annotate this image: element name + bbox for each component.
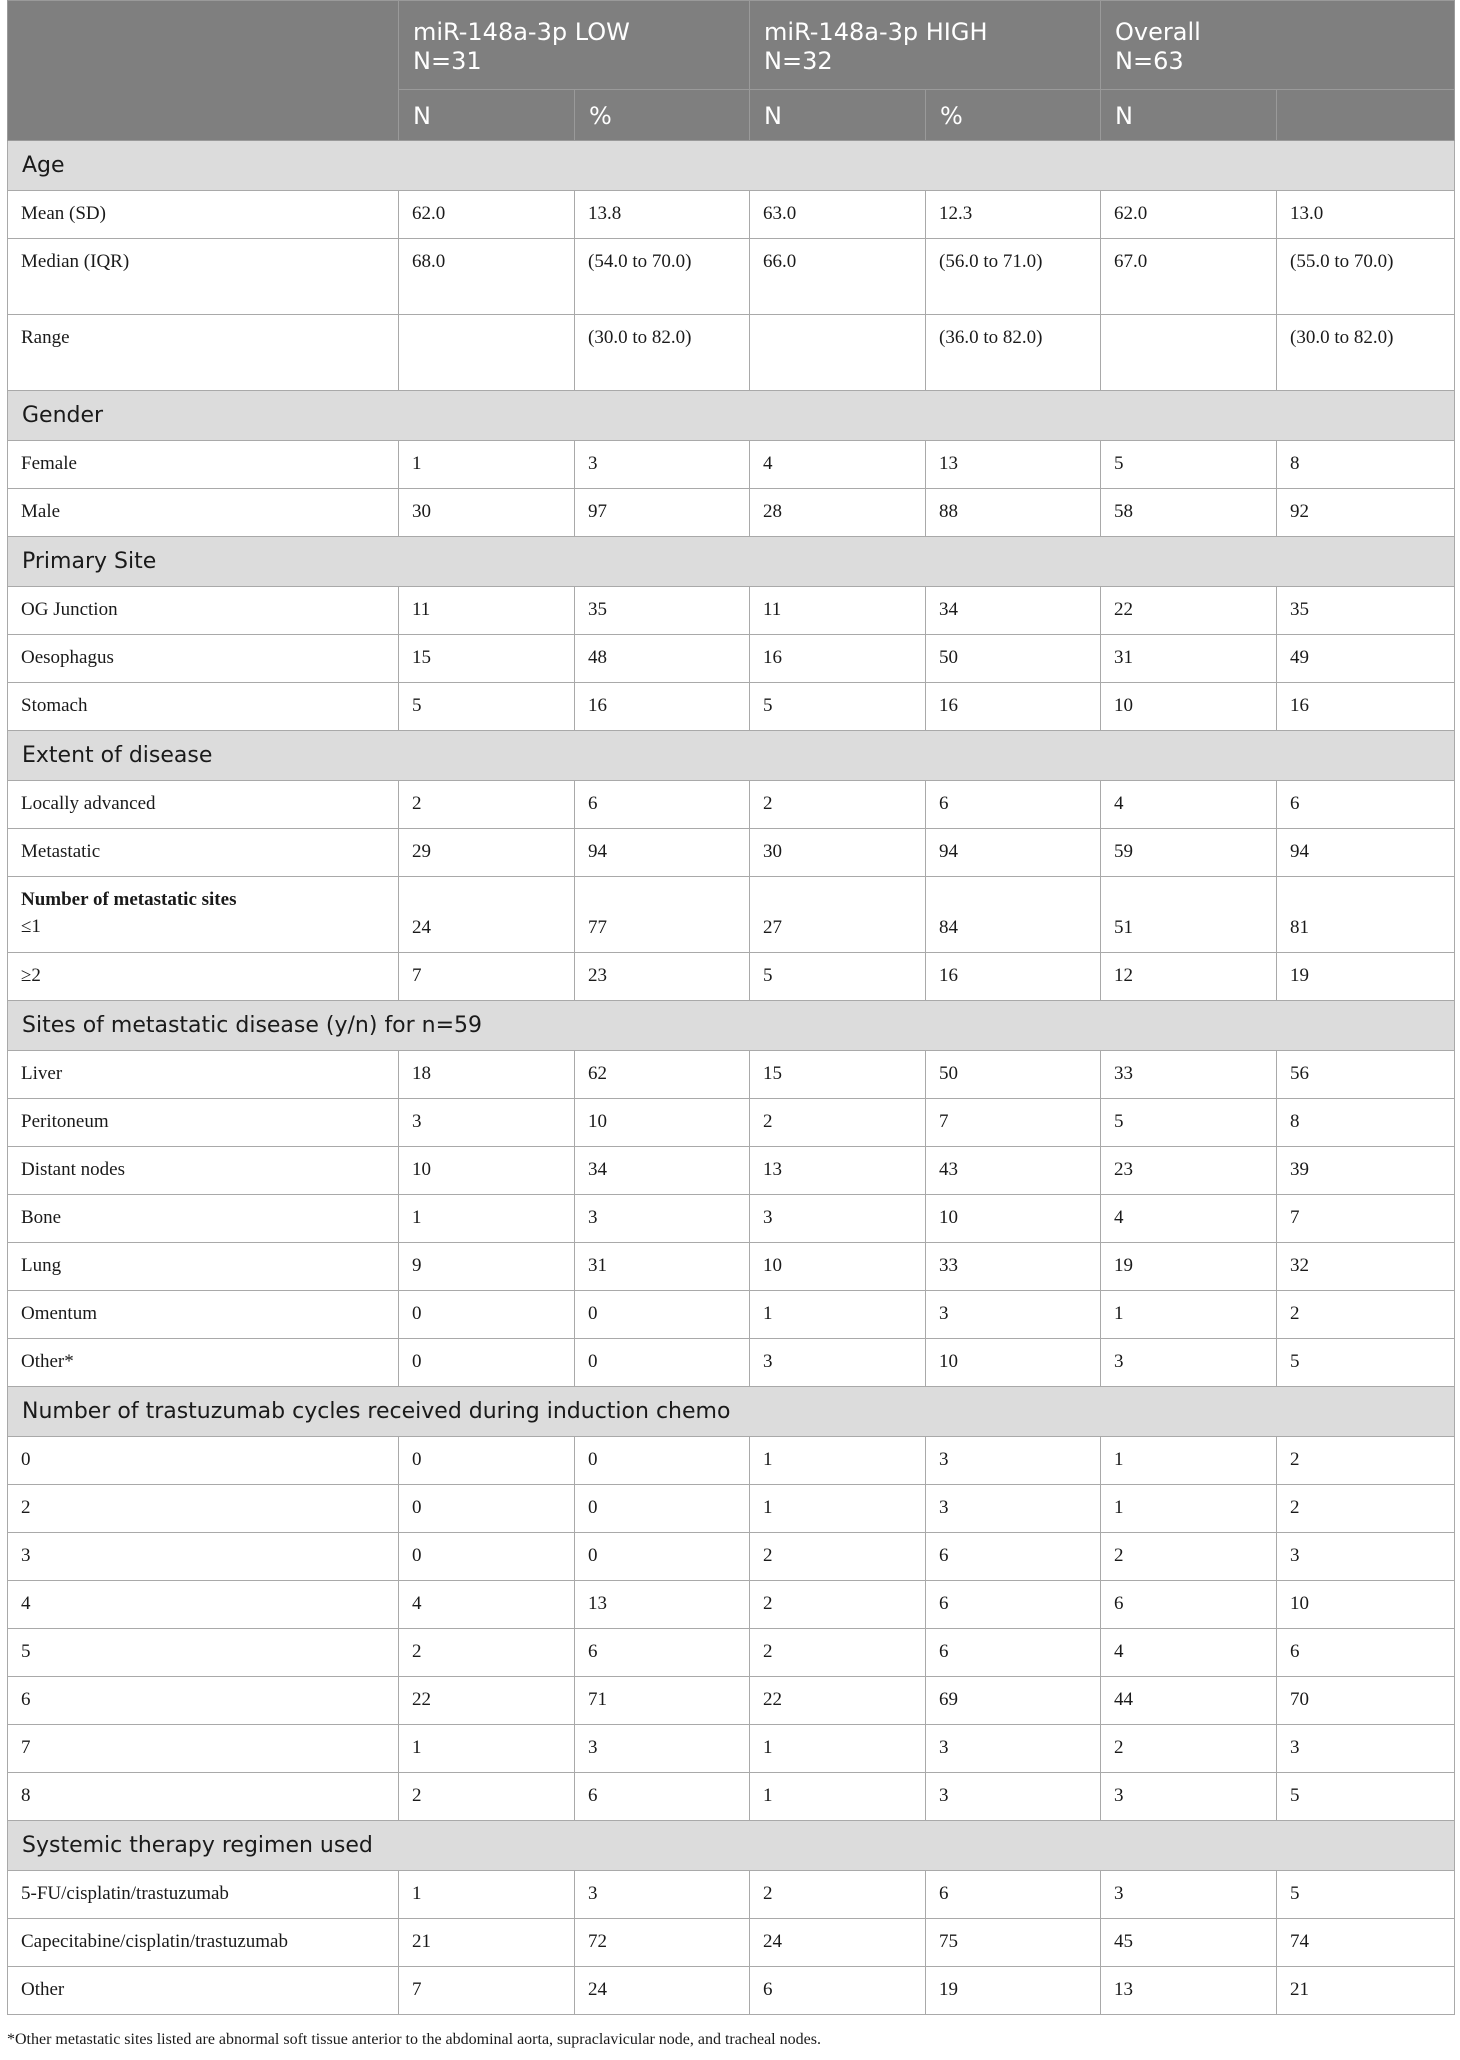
table-row bbox=[8, 953, 1455, 1001]
table-cell: 13 bbox=[750, 1147, 926, 1195]
table-cell: 3 bbox=[399, 1099, 575, 1147]
table-cell: 30 bbox=[399, 489, 575, 537]
table-cell: 21 bbox=[399, 1919, 575, 1967]
table-cell: 35 bbox=[1277, 587, 1455, 635]
table-cell: 2 bbox=[750, 1533, 926, 1581]
section-row bbox=[8, 391, 1455, 441]
table-cell: 13 bbox=[1101, 1967, 1277, 2015]
table-cell: 21 bbox=[1277, 1967, 1455, 2015]
table-cell: 1 bbox=[750, 1437, 926, 1485]
table-cell: 59 bbox=[1101, 829, 1277, 877]
table-cell: 50 bbox=[926, 635, 1101, 683]
table-cell: 3 bbox=[575, 1195, 750, 1243]
table-cell: 1 bbox=[399, 441, 575, 489]
table-cell: 6 bbox=[575, 1629, 750, 1677]
table-cell: 1 bbox=[750, 1291, 926, 1339]
table-cell: 0 bbox=[399, 1291, 575, 1339]
table-cell: 0 bbox=[575, 1437, 750, 1485]
row-label: Other bbox=[8, 1967, 399, 2015]
table-cell: (56.0 to 71.0) bbox=[926, 239, 1101, 315]
table-cell: 3 bbox=[575, 1725, 750, 1773]
group-name: Overall bbox=[1115, 18, 1201, 46]
table-cell: 19 bbox=[1277, 953, 1455, 1001]
row-label: 2 bbox=[8, 1485, 399, 1533]
table-cell: 3 bbox=[750, 1339, 926, 1387]
section-row bbox=[8, 1001, 1455, 1051]
header-group-low bbox=[399, 1, 750, 90]
table-row bbox=[8, 489, 1455, 537]
table-cell: 6 bbox=[1277, 781, 1455, 829]
row-label: Lung bbox=[8, 1243, 399, 1291]
table-cell: 92 bbox=[1277, 489, 1455, 537]
table-row bbox=[8, 1485, 1455, 1533]
table-cell: 5 bbox=[1277, 1871, 1455, 1919]
table-cell: 3 bbox=[926, 1725, 1101, 1773]
table-cell bbox=[1101, 315, 1277, 391]
table-cell: (54.0 to 70.0) bbox=[575, 239, 750, 315]
table-cell: 10 bbox=[750, 1243, 926, 1291]
table-header bbox=[8, 1, 1455, 141]
row-label-text: ≤1 bbox=[21, 916, 41, 937]
section-row bbox=[8, 141, 1455, 191]
table-cell: 2 bbox=[750, 1871, 926, 1919]
group-n: N=63 bbox=[1115, 47, 1184, 75]
table-cell: 3 bbox=[1277, 1533, 1455, 1581]
table-cell: 3 bbox=[926, 1437, 1101, 1485]
table-cell: 7 bbox=[399, 1967, 575, 2015]
table-cell: 2 bbox=[750, 1629, 926, 1677]
table-cell: 0 bbox=[399, 1485, 575, 1533]
table-row bbox=[8, 1581, 1455, 1629]
table-cell: 11 bbox=[750, 587, 926, 635]
table-row bbox=[8, 635, 1455, 683]
table-cell: 23 bbox=[1101, 1147, 1277, 1195]
table-cell: 5 bbox=[1277, 1773, 1455, 1821]
table-cell: 6 bbox=[926, 1581, 1101, 1629]
table-cell: 28 bbox=[750, 489, 926, 537]
table-cell: 16 bbox=[926, 953, 1101, 1001]
table-cell: 67.0 bbox=[1101, 239, 1277, 315]
table-cell: 1 bbox=[399, 1725, 575, 1773]
table-cell: 68.0 bbox=[399, 239, 575, 315]
row-label: Female bbox=[8, 441, 399, 489]
table-row bbox=[8, 1051, 1455, 1099]
subcol-header: % bbox=[926, 90, 1101, 141]
table-cell: 43 bbox=[926, 1147, 1101, 1195]
row-label: Locally advanced bbox=[8, 781, 399, 829]
table-cell: (30.0 to 82.0) bbox=[1277, 315, 1455, 391]
table-row bbox=[8, 1437, 1455, 1485]
table-cell: 2 bbox=[750, 781, 926, 829]
table-cell: 10 bbox=[575, 1099, 750, 1147]
row-label: 8 bbox=[8, 1773, 399, 1821]
table-cell: 0 bbox=[399, 1339, 575, 1387]
table-row bbox=[8, 1773, 1455, 1821]
subcol-header: N bbox=[750, 90, 926, 141]
table-cell: 94 bbox=[1277, 829, 1455, 877]
section-title: Systemic therapy regimen used bbox=[8, 1821, 1455, 1871]
table-cell: 13 bbox=[575, 1581, 750, 1629]
row-label: Oesophagus bbox=[8, 635, 399, 683]
table-cell: 4 bbox=[1101, 1195, 1277, 1243]
table-cell: 0 bbox=[575, 1339, 750, 1387]
table-cell: 34 bbox=[926, 587, 1101, 635]
table-cell: 15 bbox=[750, 1051, 926, 1099]
table-cell: 24 bbox=[575, 1967, 750, 2015]
table-cell: 22 bbox=[1101, 587, 1277, 635]
table-cell: 4 bbox=[399, 1581, 575, 1629]
table-cell: 1 bbox=[1101, 1437, 1277, 1485]
table-cell: 58 bbox=[1101, 489, 1277, 537]
table-cell: 71 bbox=[575, 1677, 750, 1725]
table-cell: 24 bbox=[399, 877, 575, 953]
table-cell: 34 bbox=[575, 1147, 750, 1195]
row-label: 4 bbox=[8, 1581, 399, 1629]
table-cell: 33 bbox=[1101, 1051, 1277, 1099]
table-cell: 8 bbox=[1277, 441, 1455, 489]
table-cell: (55.0 to 70.0) bbox=[1277, 239, 1455, 315]
row-label: 7 bbox=[8, 1725, 399, 1773]
table-cell: 74 bbox=[1277, 1919, 1455, 1967]
table-row bbox=[8, 1725, 1455, 1773]
table-cell: 12 bbox=[1101, 953, 1277, 1001]
table-cell: 2 bbox=[750, 1099, 926, 1147]
section-row bbox=[8, 1821, 1455, 1871]
table-row bbox=[8, 1967, 1455, 2015]
table-row bbox=[8, 683, 1455, 731]
table-cell: 5 bbox=[750, 953, 926, 1001]
table-cell: 48 bbox=[575, 635, 750, 683]
table-cell: 1 bbox=[1101, 1291, 1277, 1339]
subheading-label: Number of metastatic sites bbox=[21, 889, 237, 910]
table-cell: 32 bbox=[1277, 1243, 1455, 1291]
table-cell: 1 bbox=[750, 1485, 926, 1533]
table-cell: 0 bbox=[575, 1291, 750, 1339]
table-cell: 6 bbox=[926, 1629, 1101, 1677]
row-label: 5-FU/cisplatin/trastuzumab bbox=[8, 1871, 399, 1919]
table-row bbox=[8, 1339, 1455, 1387]
row-label: Stomach bbox=[8, 683, 399, 731]
table-cell: 3 bbox=[926, 1485, 1101, 1533]
table-row bbox=[8, 1099, 1455, 1147]
table-cell: 6 bbox=[926, 1871, 1101, 1919]
table-cell: 16 bbox=[1277, 683, 1455, 731]
table-cell: 94 bbox=[926, 829, 1101, 877]
row-label: Peritoneum bbox=[8, 1099, 399, 1147]
row-label: 0 bbox=[8, 1437, 399, 1485]
table-cell: 3 bbox=[1277, 1725, 1455, 1773]
table-cell: 2 bbox=[1277, 1485, 1455, 1533]
table-cell bbox=[750, 315, 926, 391]
table-cell: (30.0 to 82.0) bbox=[575, 315, 750, 391]
table-cell: 5 bbox=[1101, 441, 1277, 489]
table-cell: 45 bbox=[1101, 1919, 1277, 1967]
table-row bbox=[8, 1919, 1455, 1967]
table-cell: 33 bbox=[926, 1243, 1101, 1291]
group-name: miR-148a-3p LOW bbox=[413, 18, 630, 46]
table-cell: 22 bbox=[750, 1677, 926, 1725]
table-cell: 16 bbox=[750, 635, 926, 683]
table-cell: 11 bbox=[399, 587, 575, 635]
row-label: ≥2 bbox=[8, 953, 399, 1001]
row-label: 3 bbox=[8, 1533, 399, 1581]
group-n: N=31 bbox=[413, 47, 482, 75]
table-cell: 88 bbox=[926, 489, 1101, 537]
table-cell: 12.3 bbox=[926, 191, 1101, 239]
table-row bbox=[8, 781, 1455, 829]
table-cell: 62.0 bbox=[1101, 191, 1277, 239]
table-cell: 27 bbox=[750, 877, 926, 953]
table-row bbox=[8, 315, 1455, 391]
table-cell: 24 bbox=[750, 1919, 926, 1967]
table-cell: 29 bbox=[399, 829, 575, 877]
table-cell: 6 bbox=[926, 781, 1101, 829]
table-row bbox=[8, 1147, 1455, 1195]
table-cell: 30 bbox=[750, 829, 926, 877]
row-label: Mean (SD) bbox=[8, 191, 399, 239]
table-cell: 18 bbox=[399, 1051, 575, 1099]
table-cell: 10 bbox=[1277, 1581, 1455, 1629]
table-row bbox=[8, 1243, 1455, 1291]
table-cell: 2 bbox=[399, 1629, 575, 1677]
table-cell: 35 bbox=[575, 587, 750, 635]
section-row bbox=[8, 1387, 1455, 1437]
header-group-overall bbox=[1101, 1, 1455, 90]
table-row bbox=[8, 1677, 1455, 1725]
table-cell: 23 bbox=[575, 953, 750, 1001]
table-cell: 13 bbox=[926, 441, 1101, 489]
table-row bbox=[8, 191, 1455, 239]
table-cell: 0 bbox=[575, 1533, 750, 1581]
table-cell: 16 bbox=[926, 683, 1101, 731]
table-cell: 62.0 bbox=[399, 191, 575, 239]
table-cell: 0 bbox=[575, 1485, 750, 1533]
section-row bbox=[8, 537, 1455, 587]
table-cell: 7 bbox=[1277, 1195, 1455, 1243]
table-cell: 13.0 bbox=[1277, 191, 1455, 239]
section-title: Extent of disease bbox=[8, 731, 1455, 781]
table-cell: 16 bbox=[575, 683, 750, 731]
data-table bbox=[7, 0, 1455, 2015]
table-cell: 7 bbox=[399, 953, 575, 1001]
row-label: Male bbox=[8, 489, 399, 537]
table-cell: 4 bbox=[1101, 781, 1277, 829]
table-cell: 3 bbox=[1101, 1773, 1277, 1821]
table-cell: 2 bbox=[399, 781, 575, 829]
table-cell: 0 bbox=[399, 1437, 575, 1485]
header-group-high bbox=[750, 1, 1101, 90]
row-label bbox=[8, 877, 399, 953]
row-label: Median (IQR) bbox=[8, 239, 399, 315]
table-cell: 44 bbox=[1101, 1677, 1277, 1725]
table-cell: 5 bbox=[750, 683, 926, 731]
row-label: 6 bbox=[8, 1677, 399, 1725]
table-cell: 22 bbox=[399, 1677, 575, 1725]
table-cell: 2 bbox=[750, 1581, 926, 1629]
table-cell: 8 bbox=[1277, 1099, 1455, 1147]
row-label: Omentum bbox=[8, 1291, 399, 1339]
row-label: Bone bbox=[8, 1195, 399, 1243]
table-cell: 1 bbox=[399, 1195, 575, 1243]
table-row bbox=[8, 1291, 1455, 1339]
table-cell: 2 bbox=[1277, 1291, 1455, 1339]
table-cell: 10 bbox=[1101, 683, 1277, 731]
table-cell: 3 bbox=[1101, 1339, 1277, 1387]
row-label: Capecitabine/cisplatin/trastuzumab bbox=[8, 1919, 399, 1967]
table-cell: 3 bbox=[575, 1871, 750, 1919]
table-cell: 2 bbox=[1101, 1533, 1277, 1581]
table-cell: 3 bbox=[750, 1195, 926, 1243]
table-row bbox=[8, 877, 1455, 953]
table-cell: 39 bbox=[1277, 1147, 1455, 1195]
subcol-header bbox=[1277, 90, 1455, 141]
table-row bbox=[8, 1533, 1455, 1581]
table-cell: 31 bbox=[1101, 635, 1277, 683]
table-cell bbox=[399, 315, 575, 391]
table-container bbox=[7, 0, 1454, 2015]
table-cell: 9 bbox=[399, 1243, 575, 1291]
table-row bbox=[8, 1629, 1455, 1677]
table-cell: 75 bbox=[926, 1919, 1101, 1967]
table-cell: 6 bbox=[575, 1773, 750, 1821]
table-cell: 10 bbox=[926, 1339, 1101, 1387]
table-cell: 6 bbox=[926, 1533, 1101, 1581]
table-cell: (36.0 to 82.0) bbox=[926, 315, 1101, 391]
table-cell: 2 bbox=[399, 1773, 575, 1821]
row-label: Range bbox=[8, 315, 399, 391]
table-cell: 1 bbox=[750, 1725, 926, 1773]
group-name: miR-148a-3p HIGH bbox=[764, 18, 988, 46]
row-label: Other* bbox=[8, 1339, 399, 1387]
table-cell: 6 bbox=[1101, 1581, 1277, 1629]
table-cell: 69 bbox=[926, 1677, 1101, 1725]
table-cell: 63.0 bbox=[750, 191, 926, 239]
table-cell: 1 bbox=[399, 1871, 575, 1919]
header-row-groups bbox=[8, 1, 1455, 90]
table-cell: 13.8 bbox=[575, 191, 750, 239]
table-row bbox=[8, 1871, 1455, 1919]
table-row bbox=[8, 829, 1455, 877]
table-cell: 97 bbox=[575, 489, 750, 537]
table-cell: 77 bbox=[575, 877, 750, 953]
table-cell: 3 bbox=[926, 1291, 1101, 1339]
table-cell: 2 bbox=[1277, 1437, 1455, 1485]
subcol-header: N bbox=[1101, 90, 1277, 141]
header-corner bbox=[8, 1, 399, 141]
row-label: Distant nodes bbox=[8, 1147, 399, 1195]
table-body bbox=[8, 141, 1455, 2015]
group-n: N=32 bbox=[764, 47, 833, 75]
table-cell: 6 bbox=[1277, 1629, 1455, 1677]
table-row bbox=[8, 441, 1455, 489]
section-title: Gender bbox=[8, 391, 1455, 441]
table-cell: 81 bbox=[1277, 877, 1455, 953]
section-title: Sites of metastatic disease (y/n) for n=59 bbox=[8, 1001, 1455, 1051]
table-row bbox=[8, 587, 1455, 635]
table-cell: 66.0 bbox=[750, 239, 926, 315]
table-cell: 10 bbox=[399, 1147, 575, 1195]
table-cell: 72 bbox=[575, 1919, 750, 1967]
subcol-header: N bbox=[399, 90, 575, 141]
table-cell: 3 bbox=[926, 1773, 1101, 1821]
section-title: Primary Site bbox=[8, 537, 1455, 587]
table-cell: 0 bbox=[399, 1533, 575, 1581]
footnote: *Other metastatic sites listed are abnormal soft tissue anterior to the abdominal aorta, supraclavicular node, and tracheal nodes. bbox=[7, 2031, 821, 2048]
table-row bbox=[8, 239, 1455, 315]
table-cell: 7 bbox=[926, 1099, 1101, 1147]
table-cell: 5 bbox=[1277, 1339, 1455, 1387]
table-cell: 1 bbox=[750, 1773, 926, 1821]
table-cell: 62 bbox=[575, 1051, 750, 1099]
table-cell: 19 bbox=[1101, 1243, 1277, 1291]
table-cell: 6 bbox=[575, 781, 750, 829]
table-cell: 19 bbox=[926, 1967, 1101, 2015]
subcol-header: % bbox=[575, 90, 750, 141]
section-row bbox=[8, 731, 1455, 781]
table-cell: 10 bbox=[926, 1195, 1101, 1243]
table-cell: 94 bbox=[575, 829, 750, 877]
row-label: Metastatic bbox=[8, 829, 399, 877]
table-cell: 56 bbox=[1277, 1051, 1455, 1099]
table-cell: 5 bbox=[1101, 1099, 1277, 1147]
table-cell: 84 bbox=[926, 877, 1101, 953]
row-label: OG Junction bbox=[8, 587, 399, 635]
table-cell: 3 bbox=[575, 441, 750, 489]
table-cell: 5 bbox=[399, 683, 575, 731]
table-cell: 50 bbox=[926, 1051, 1101, 1099]
table-cell: 51 bbox=[1101, 877, 1277, 953]
row-label: 5 bbox=[8, 1629, 399, 1677]
table-cell: 3 bbox=[1101, 1871, 1277, 1919]
table-cell: 6 bbox=[750, 1967, 926, 2015]
table-cell: 70 bbox=[1277, 1677, 1455, 1725]
row-label: Liver bbox=[8, 1051, 399, 1099]
table-cell: 1 bbox=[1101, 1485, 1277, 1533]
table-row bbox=[8, 1195, 1455, 1243]
section-title: Number of trastuzumab cycles received during induction chemo bbox=[8, 1387, 1455, 1437]
table-cell: 2 bbox=[1101, 1725, 1277, 1773]
table-cell: 49 bbox=[1277, 635, 1455, 683]
table-cell: 4 bbox=[1101, 1629, 1277, 1677]
table-cell: 15 bbox=[399, 635, 575, 683]
section-title: Age bbox=[8, 141, 1455, 191]
table-cell: 4 bbox=[750, 441, 926, 489]
table-cell: 31 bbox=[575, 1243, 750, 1291]
